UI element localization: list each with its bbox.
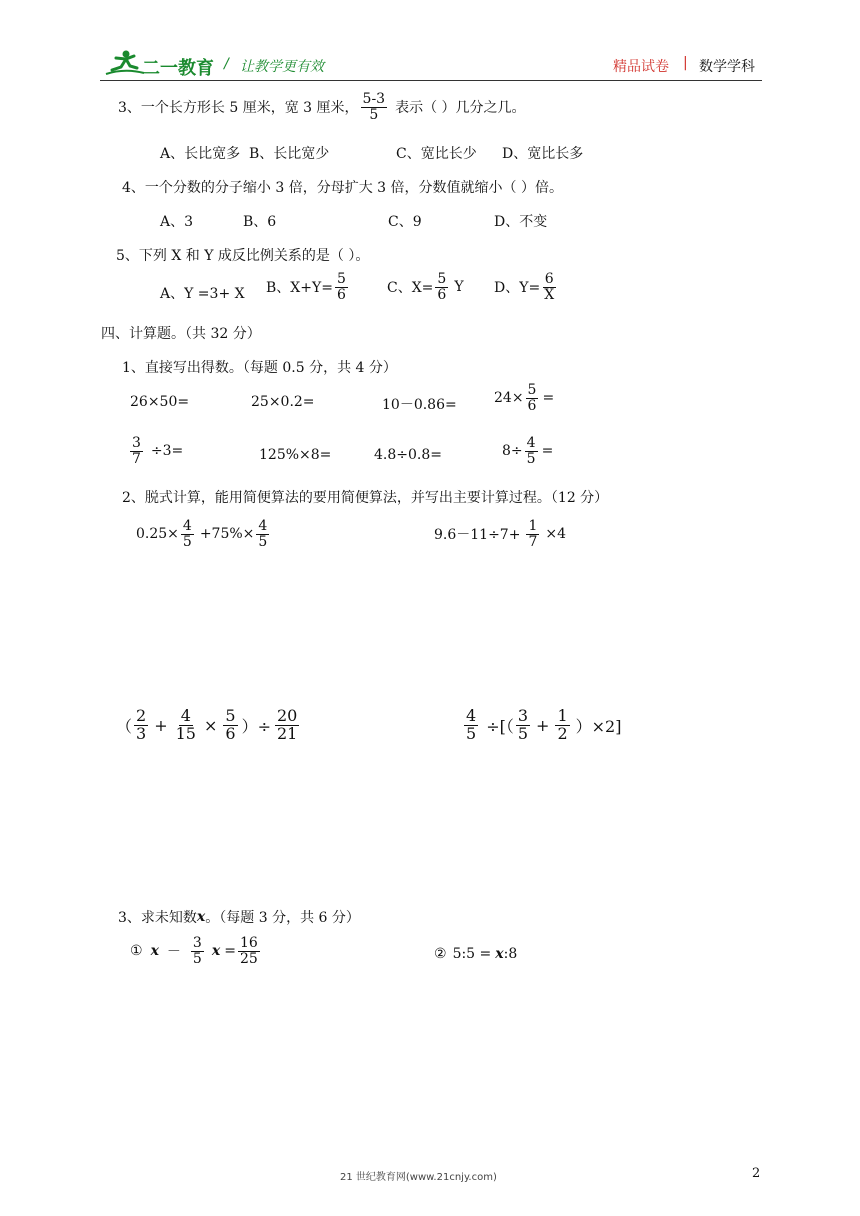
calc-2-3: 4.8÷0.8= — [374, 447, 442, 463]
expr-1-frac-1 — [181, 519, 194, 549]
expr-1-n1: 4 — [182, 518, 192, 534]
header-separator: | — [683, 55, 688, 71]
sub3-var: x — [196, 909, 206, 925]
q3-option-c: C、宽比长少 — [396, 146, 477, 162]
expr-4 — [462, 708, 621, 743]
calc-2-1-fraction — [130, 436, 143, 466]
q3-text-post: 表示（ ）几分之几。 — [395, 100, 526, 117]
q5-optb-num: 5 — [336, 271, 346, 287]
calc-2-1-num: 3 — [132, 435, 141, 451]
q4-option-c: C、9 — [388, 214, 422, 230]
header-divider: / — [224, 56, 229, 72]
eq1-n: 3 — [192, 935, 202, 951]
q5-optc-pre: C、X= — [387, 280, 434, 297]
expr-3-n2: 4 — [180, 706, 191, 725]
calc-2-4-num: 4 — [526, 435, 536, 451]
q3-text-pre: 3、一个长方形长 5 厘米，宽 3 厘米， — [118, 100, 359, 117]
expr-3-plus: + — [154, 715, 168, 735]
q5-optc-den: 6 — [437, 286, 447, 303]
expr-1 — [136, 519, 271, 549]
question-5: 5、下列 X 和 Y 成反比例关系的是（ ）。 — [116, 248, 370, 264]
expr-2-frac — [526, 519, 539, 549]
q5-optd-pre: D、Y= — [494, 280, 541, 297]
header-slogan: 让教学更有效 — [240, 59, 324, 75]
expr-4-close: ）×2] — [575, 716, 622, 736]
eq1-result — [238, 936, 260, 966]
q3-frac-num: 5-3 — [362, 91, 386, 107]
eq2-a: 5:5 = — [452, 946, 492, 962]
expr-4-frac-2 — [516, 708, 530, 743]
equation-1 — [130, 936, 262, 966]
question-4: 4、一个分数的分子缩小 3 倍，分母扩大 3 倍，分数值就缩小（ ）倍。 — [122, 180, 563, 196]
calc-2-4-fraction — [525, 436, 538, 466]
expr-4-mid: ÷[（ — [486, 716, 514, 736]
eq1-d: 5 — [192, 950, 202, 967]
sub3-post: 。（每题 3 分，共 6 分） — [205, 910, 360, 926]
q4-option-a: A、3 — [160, 214, 194, 230]
calc-2-4-pre: 8÷ — [502, 443, 523, 460]
expr-1-pre: 0.25× — [136, 526, 179, 543]
q5-optb-fraction — [335, 272, 348, 302]
page-number: 2 — [752, 1166, 761, 1181]
expr-1-n2: 4 — [258, 518, 268, 534]
eq1-fraction — [191, 936, 204, 966]
q5-option-d — [494, 272, 558, 302]
expr-3-times: × — [203, 715, 218, 735]
expr-3-close: ）÷ — [241, 716, 271, 736]
q3-option-d: D、宽比长多 — [502, 146, 584, 162]
expr-4-d2: 5 — [517, 723, 529, 743]
calc-2-4-post: = — [541, 443, 554, 460]
expr-4-n1: 4 — [466, 706, 477, 725]
q3-option-a: A、长比宽多 — [160, 146, 241, 162]
expr-1-frac-2 — [256, 519, 269, 549]
q5-option-c — [387, 272, 464, 302]
sub3-pre: 3、求未知数 — [118, 910, 197, 926]
header-rule — [100, 80, 762, 81]
q5-optd-den: X — [544, 286, 555, 303]
eq1-minus: － — [166, 944, 181, 961]
eq1-eq: = — [224, 943, 236, 960]
expr-3-d2: 15 — [175, 723, 196, 743]
expr-3-open: （ — [116, 716, 133, 736]
eq1-x2: x — [211, 943, 221, 960]
eq2-b: :8 — [503, 946, 518, 962]
q5-option-b — [266, 272, 350, 302]
expr-4-n3: 1 — [557, 706, 568, 725]
q3-frac-den: 5 — [369, 106, 379, 123]
expr-2-n: 1 — [528, 518, 538, 534]
expr-4-plus: + — [536, 715, 550, 735]
calc-1-4-post: = — [542, 390, 555, 407]
sub-question-2: 2、脱式计算，能用简便算法的要用简便算法，并写出主要计算过程。（12 分） — [122, 490, 609, 506]
calc-1-4-pre: 24× — [494, 390, 524, 407]
calc-1-4-den: 6 — [527, 397, 537, 414]
eq1-no: ① — [130, 943, 143, 960]
q4-option-b: B、6 — [243, 214, 277, 230]
expr-1-d1: 5 — [182, 533, 192, 550]
expr-3-d1: 3 — [136, 723, 147, 743]
expr-2-d: 7 — [528, 533, 538, 550]
q5-optb-den: 6 — [336, 286, 346, 303]
eq1-rn: 16 — [239, 935, 258, 951]
header-right-label: 精品试卷 — [613, 59, 669, 75]
calc-2-4 — [502, 436, 553, 466]
sub-question-1: 1、直接写出得数。（每题 0.5 分，共 4 分） — [122, 360, 397, 376]
q3-option-b: B、长比宽少 — [249, 146, 330, 162]
q5-optd-num: 6 — [544, 271, 554, 287]
expr-1-mid: +75%× — [199, 526, 255, 543]
expr-2 — [434, 519, 566, 549]
eq1-x1: x — [150, 943, 159, 960]
expr-3-n4: 20 — [276, 706, 298, 725]
expr-3-d4: 21 — [276, 723, 298, 743]
calc-1-4-fraction — [526, 383, 539, 413]
expr-3-n3: 5 — [225, 706, 236, 725]
q4-option-d: D、不变 — [494, 214, 548, 230]
calc-1-2: 25×0.2= — [251, 394, 315, 410]
eq2-x: x — [495, 946, 504, 962]
expr-3-d3: 6 — [225, 723, 236, 743]
expr-1-d2: 5 — [258, 533, 268, 550]
expr-4-frac-3 — [555, 708, 569, 743]
expr-3-frac-4 — [275, 708, 299, 743]
expr-4-n2: 3 — [517, 706, 529, 725]
expr-3-frac-1 — [134, 708, 148, 743]
calc-2-4-den: 5 — [526, 450, 536, 467]
expr-3 — [116, 708, 301, 743]
equation-2 — [434, 946, 517, 962]
eq2-no: ② — [434, 946, 447, 962]
question-3 — [118, 92, 526, 122]
q5-optc-num: 5 — [437, 271, 447, 287]
footer-text: 21 世纪教育网(www.21cnjy.com) — [340, 1172, 497, 1183]
calc-1-4-num: 5 — [527, 382, 537, 398]
expr-3-n1: 2 — [136, 706, 147, 725]
q5-optb-pre: B、X+Y= — [266, 280, 333, 297]
section-4-title: 四、计算题。（共 32 分） — [101, 326, 261, 342]
expr-2-pre: 9.6－11÷7+ — [434, 527, 521, 544]
expr-3-frac-2 — [174, 708, 198, 743]
expr-3-frac-3 — [223, 708, 237, 743]
calc-1-1: 26×50= — [130, 394, 190, 410]
calc-1-3: 10－0.86= — [382, 397, 457, 413]
calc-2-1-den: 7 — [132, 450, 141, 467]
expr-2-post: ×4 — [545, 526, 567, 543]
q5-optd-fraction — [542, 272, 556, 302]
calc-1-4 — [494, 383, 554, 413]
q3-fraction — [361, 92, 388, 122]
calc-2-1-post: ÷3= — [150, 443, 184, 460]
calc-2-2: 125%×8= — [259, 447, 332, 463]
expr-4-frac-1 — [464, 708, 478, 743]
q5-optc-post: Y — [454, 279, 464, 296]
brand-name: 二一教育 — [142, 58, 214, 79]
expr-4-d3: 2 — [557, 723, 568, 743]
calc-2-1 — [128, 436, 183, 466]
header-subject: 数学学科 — [699, 59, 755, 75]
q5-option-a: A、Y =3+ X — [160, 286, 245, 302]
q5-optc-fraction — [435, 272, 448, 302]
sub-question-3 — [118, 907, 360, 927]
eq1-rd: 25 — [239, 950, 258, 967]
expr-4-d1: 5 — [466, 723, 477, 743]
